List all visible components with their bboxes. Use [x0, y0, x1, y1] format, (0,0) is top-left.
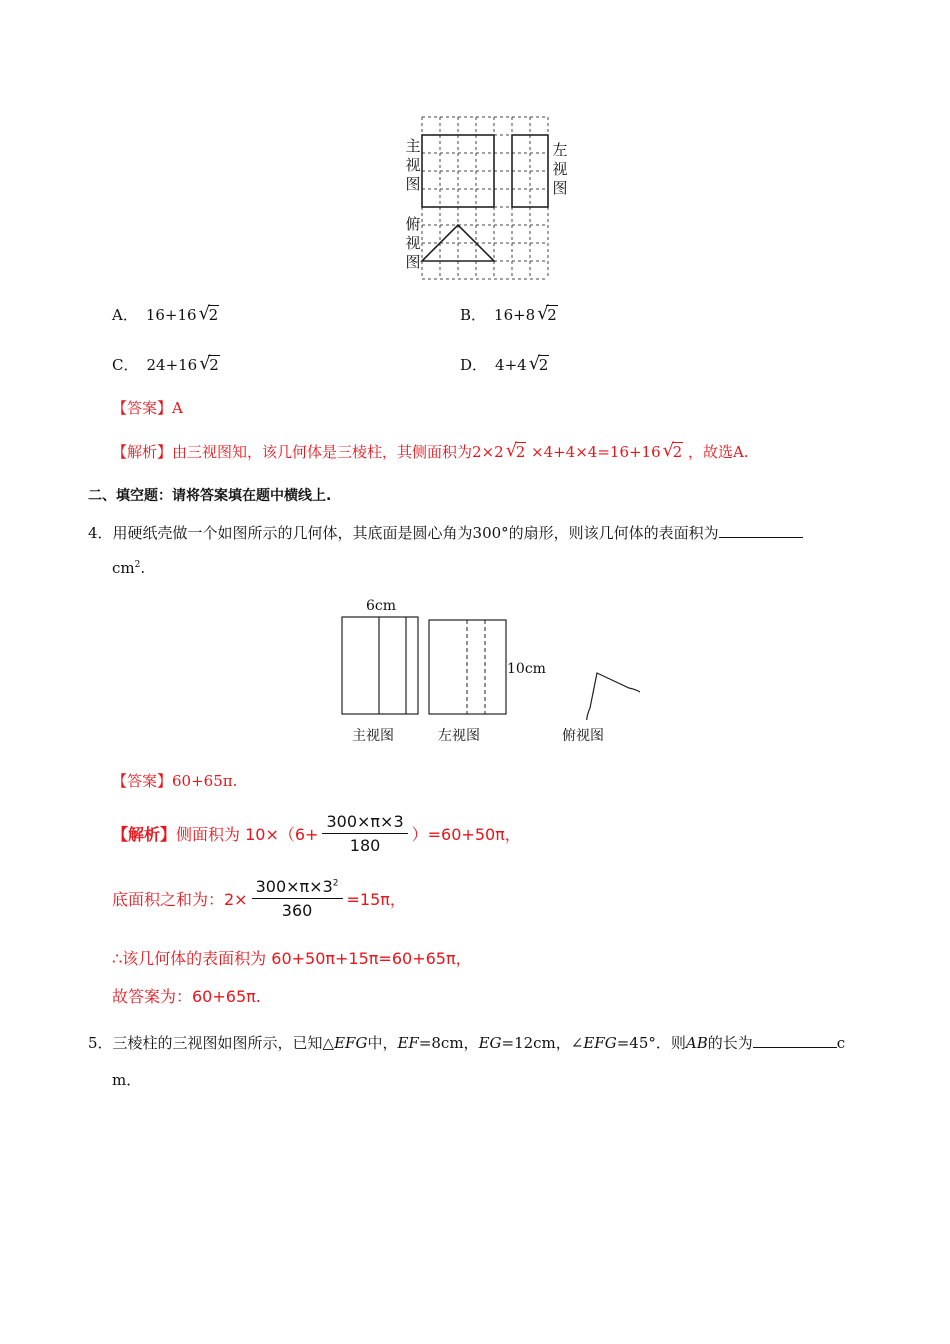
front-view-caption: 主视图 [352, 728, 394, 744]
option-a: A． 16+16 √ 2 [112, 303, 219, 324]
top-view-sector [587, 673, 640, 720]
question-5: 5．三棱柱的三视图如图所示，已知△EFG中，EF=8cm，EG=12cm，∠EFG=45°．则AB的长为 c [88, 1034, 846, 1052]
three-view-grid-figure [400, 110, 570, 282]
dashed-grid [422, 117, 548, 279]
width-label: 6cm [366, 598, 397, 614]
option-b: B． 16+8 √ 2 [460, 303, 557, 324]
q4-analysis-line4: 故答案为：60+65π. [112, 987, 261, 1006]
q4-analysis-line1: 【解析】 侧面积为 10×（6+ $\frac{300\times\pi\times 3}{180}$ ）=60+50π， [112, 812, 521, 855]
option-d: D． 4+4 √ 2 [460, 353, 549, 374]
question-5-tail: m． [112, 1071, 142, 1089]
front-view-label: 主 视 图 [405, 137, 421, 193]
fraction-1: $\frac{300\times\pi\times 3}{180}$ [322, 812, 407, 855]
section-heading: 二、填空题：请将答案填在题中横线上. [88, 488, 332, 504]
question-4: 4．用硬纸壳做一个如图所示的几何体，其底面是圆心角为300°的扇形，则该几何体的表面积为 [88, 522, 803, 543]
top-view-caption: 俯视图 [562, 728, 604, 744]
left-view-caption: 左视图 [438, 728, 480, 744]
height-label: 10cm [507, 661, 546, 677]
front-view-shape [342, 617, 418, 714]
q3-analysis: 【解析】由三视图知，该几何体是三棱柱，其侧面积为2×2 √ 2 ×4+4×4=16+16 √ 2 ，故选A. [112, 440, 749, 461]
left-view-label: 左 视 图 [552, 141, 568, 197]
q4-analysis-line2: 底面积之和为：2× $\frac{300\times\pi\times 3^2}{360}$ =15π， [112, 877, 406, 920]
question-4-unit: $cm^2$. [112, 559, 146, 577]
answer-blank[interactable] [719, 523, 803, 538]
answer-blank[interactable] [753, 1033, 837, 1048]
option-c: C． 24+16 √ 2 [112, 353, 219, 374]
q4-answer: 【答案】60+65π. [112, 772, 238, 790]
fraction-2: $\frac{300\times\pi\times 3^2}{360}$ [252, 877, 343, 920]
q4-analysis-line3: ∴该几何体的表面积为 60+50π+15π=60+65π， [112, 949, 472, 968]
prism-views-figure [340, 615, 640, 720]
top-view-label: 俯 视 图 [405, 215, 421, 271]
q3-answer: 【答案】A [112, 399, 183, 417]
